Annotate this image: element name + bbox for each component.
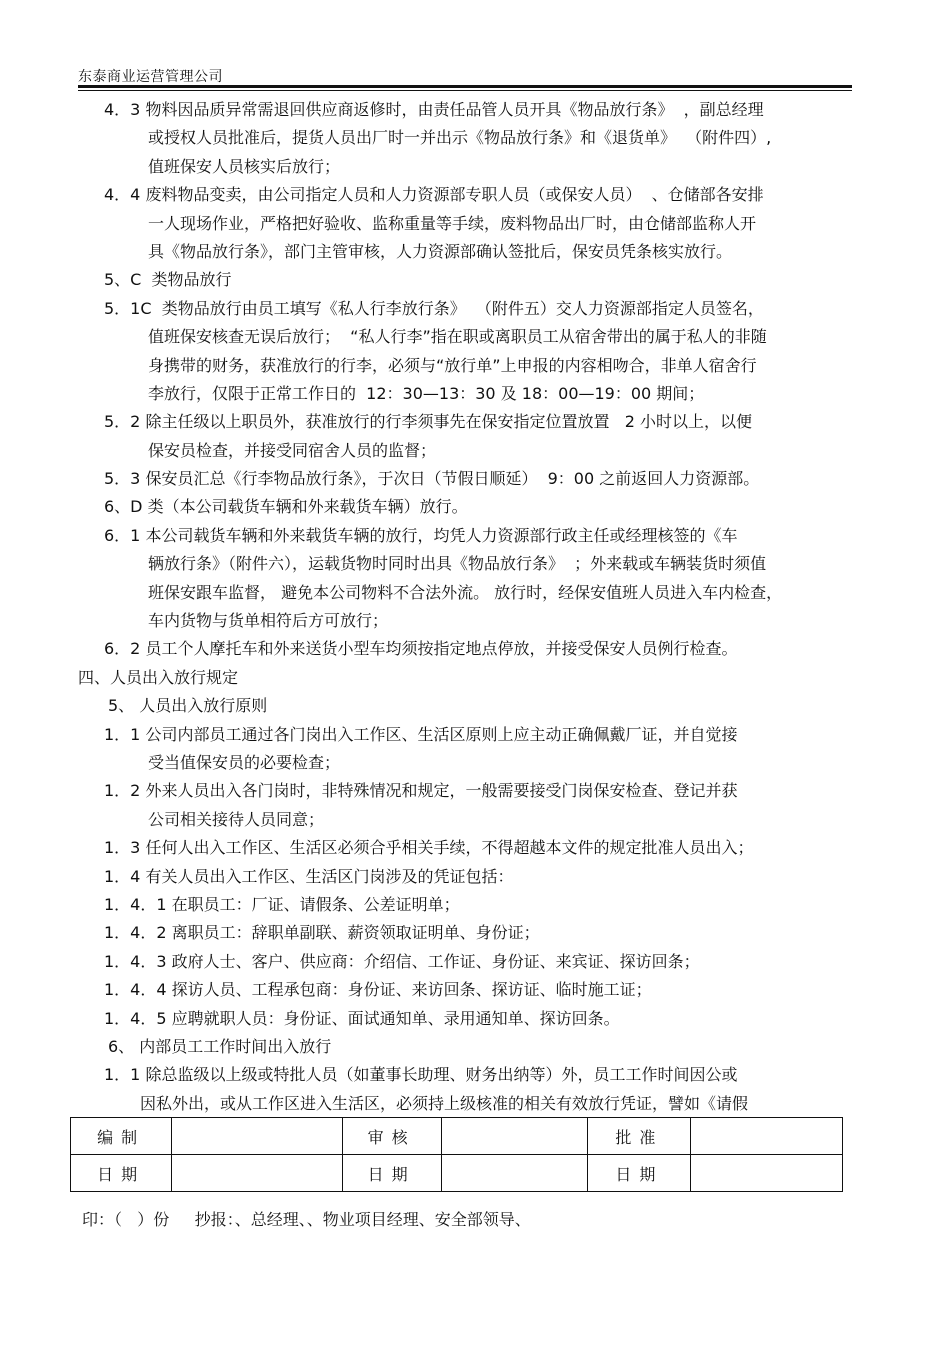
- text-line: 一人现场作业，严格把好验收、监称重量等手续，废料物品出厂时，由仓储部监称人开: [148, 213, 757, 233]
- review-label: 审核: [342, 1118, 441, 1155]
- text-line: 1．2 外来人员出入各门岗时，非特殊情况和规定，一般需要接受门岗保安检查、登记并获: [104, 781, 738, 801]
- compile-field[interactable]: [172, 1118, 342, 1155]
- text-line: 身携带的财务，获准放行的行李，必须与“放行单”上申报的内容相吻合，非单人宿舍行: [148, 355, 757, 375]
- approve-field[interactable]: [691, 1118, 843, 1155]
- text-line: 4．4 废料物品变卖，由公司指定人员和人力资源部专职人员（或保安人员） 、仓储部各安排: [104, 185, 764, 205]
- signature-row: [71, 1118, 843, 1155]
- date-label-1: 日期: [71, 1155, 172, 1192]
- text-line: 1．3 任何人出入工作区、生活区必须合乎相关手续，不得超越本文件的规定批准人员出入；: [104, 838, 754, 858]
- text-line: 1．4．2 离职员工：辞职单副联、薪资领取证明单、身份证；: [104, 923, 540, 943]
- text-line: 受当值保安员的必要检查；: [148, 752, 341, 772]
- text-line: 1．4．4 探访人员、工程承包商：身份证、来访回条、探访证、临时施工证；: [104, 980, 652, 1000]
- header-rule-thick: [78, 85, 852, 88]
- header-rule-thin: [78, 90, 852, 91]
- compile-label: 编制: [71, 1118, 172, 1155]
- text-line: 1．1 公司内部员工通过各门岗出入工作区、生活区原则上应主动正确佩戴厂证，并自觉接: [104, 724, 738, 744]
- date-row: [71, 1155, 843, 1192]
- date-field-3[interactable]: [691, 1155, 843, 1192]
- text-line: 四、人员出入放行规定: [78, 667, 239, 687]
- text-line: 1．4．1 在职员工：厂证、请假条、公差证明单；: [104, 894, 460, 914]
- date-label-2: 日期: [342, 1155, 441, 1192]
- text-line: 5、 人员出入放行原则: [108, 696, 268, 716]
- text-line: 具《物品放行条》，部门主管审核，人力资源部确认签批后，保安员凭条核实放行。: [148, 241, 733, 261]
- text-line: 6、D 类（本公司载货车辆和外来载货车辆）放行。: [104, 497, 468, 517]
- text-line: 或授权人员批准后，提货人员出厂时一并出示《物品放行条》和《退货单》 （附件四）,: [148, 128, 772, 148]
- text-line: 5．1C 类物品放行由员工填写《私人行李放行条》 （附件五）交人力资源部指定人员签名，: [104, 298, 764, 318]
- date-field-1[interactable]: [172, 1155, 342, 1192]
- text-line: 辆放行条》（附件六），运载货物时同时出具《物品放行条》 ；外来载或车辆装货时须值: [148, 554, 767, 574]
- text-line: 6．1 本公司载货车辆和外来载货车辆的放行，均凭人力资源部行政主任或经理核签的《车: [104, 525, 738, 545]
- company-header: 东泰商业运营管理公司: [78, 69, 223, 85]
- text-line: 6．2 员工个人摩托车和外来送货小型车均须按指定地点停放，并接受保安人员例行检查。: [104, 639, 738, 659]
- date-field-2[interactable]: [441, 1155, 588, 1192]
- text-line: 1．1 除总监级以上级或特批人员（如董事长助理、财务出纳等）外，员工工作时间因公或: [104, 1065, 738, 1085]
- distribution-footer: 印：（ ）份 抄报：、总经理、、物业项目经理、安全部领导、: [82, 1210, 531, 1229]
- text-line: 1．4 有关人员出入工作区、生活区门岗涉及的凭证包括：: [104, 866, 514, 886]
- review-field[interactable]: [441, 1118, 588, 1155]
- date-label-3: 日期: [588, 1155, 691, 1192]
- text-line: 5．3 保安员汇总《行李物品放行条》，于次日（节假日顺延） 9：00 之前返回人力资源部。: [104, 469, 760, 489]
- text-line: 班保安跟车监督， 避免本公司物料不合法外流。 放行时，经保安值班人员进入车内检查，: [148, 582, 783, 602]
- text-line: 值班保安人员核实后放行；: [148, 156, 341, 176]
- text-line: 1．4．5 应聘就职人员：身份证、面试通知单、录用通知单、探访回条。: [104, 1008, 620, 1028]
- text-line: 5．2 除主任级以上职员外，获准放行的行李须事先在保安指定位置放置 2 小时以上，以便: [104, 412, 752, 432]
- text-line: 6、 内部员工工作时间出入放行: [108, 1036, 332, 1056]
- text-line: 李放行，仅限于正常工作日的 12：30—13：30 及 18：00—19：00 期间；: [148, 383, 705, 403]
- text-line: 值班保安核查无误后放行； “私人行李”指在职或离职员工从宿舍带出的属于私人的非随: [148, 327, 767, 347]
- text-line: 车内货物与货单相符后方可放行；: [148, 611, 389, 631]
- text-line: 1．4．3 政府人士、客户、供应商：介绍信、工作证、身份证、来宾证、探访回条；: [104, 951, 700, 971]
- text-line: 保安员检查，并接受同宿舍人员的监督；: [148, 440, 437, 460]
- text-line: 5、C 类物品放行: [104, 270, 232, 290]
- signature-table: [70, 1117, 843, 1192]
- text-line: 公司相关接待人员同意；: [148, 809, 325, 829]
- text-line: 4．3 物料因品质异常需退回供应商返修时，由责任品管人员开具《物品放行条》 ，副总经理: [104, 100, 764, 119]
- text-line: 因私外出，或从工作区进入生活区，必须持上级核准的相关有效放行凭证，譬如《请假: [140, 1093, 749, 1113]
- document-body: [78, 96, 878, 1118]
- approve-label: 批准: [588, 1118, 691, 1155]
